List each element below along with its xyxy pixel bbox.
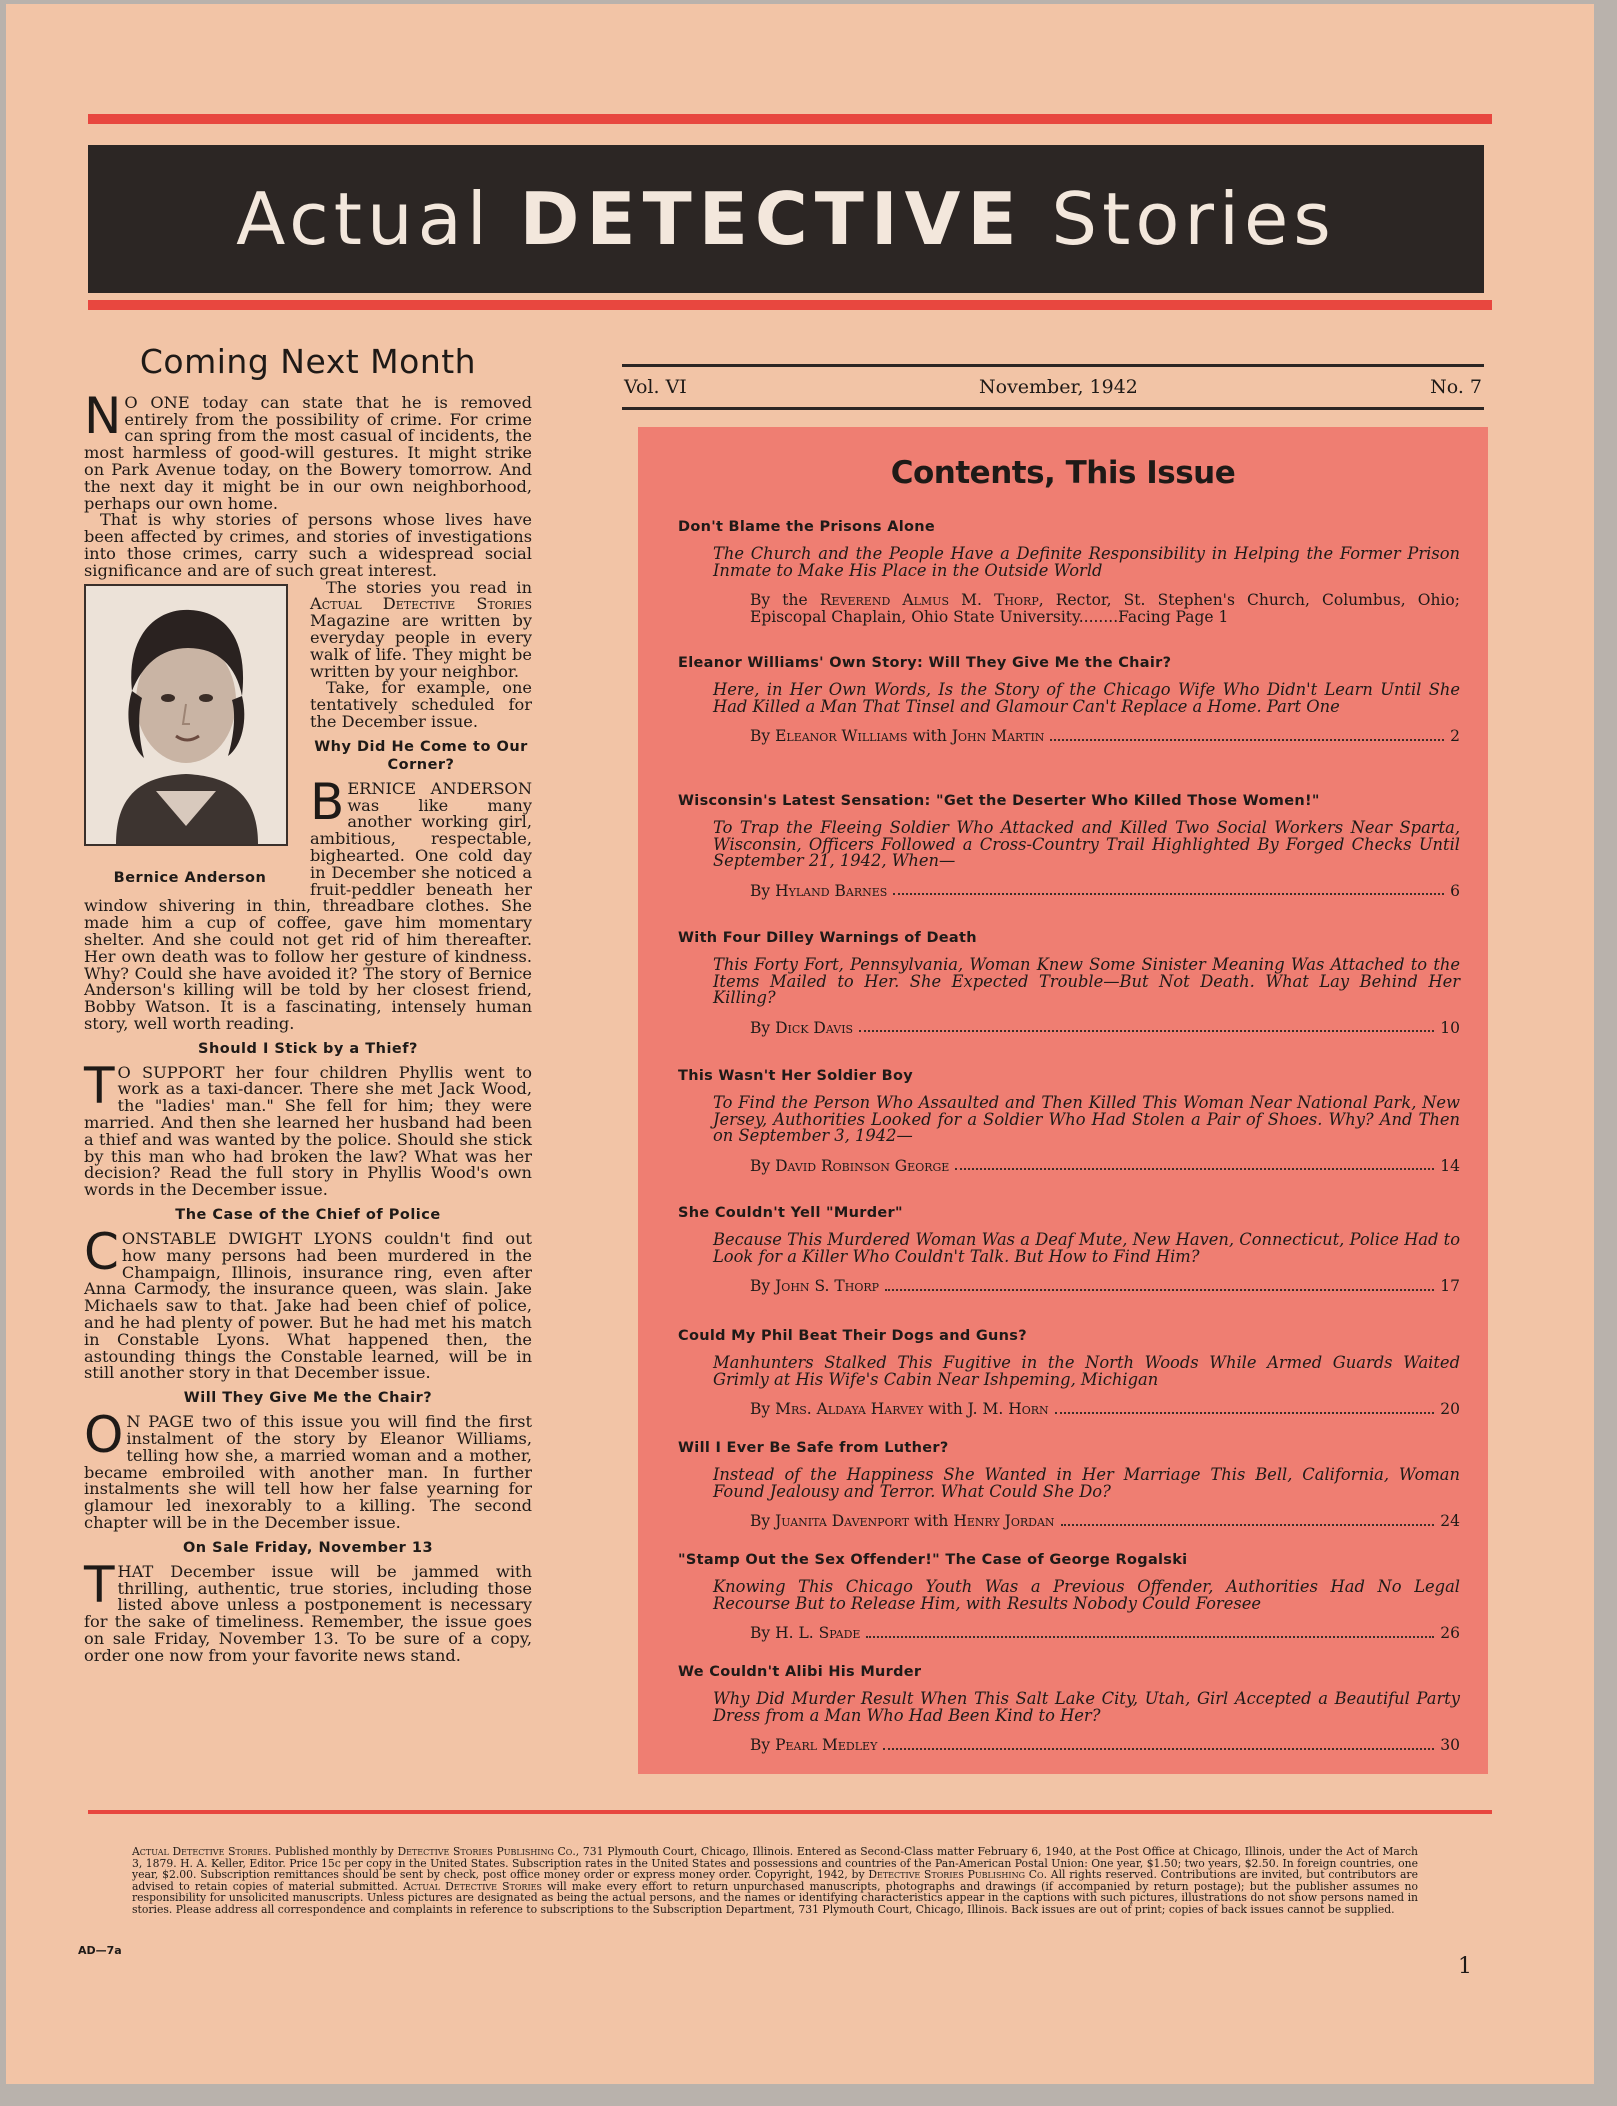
entry-page: 26 [1440, 1624, 1460, 1642]
entry-byline [750, 1625, 1460, 1642]
section-paragraph: CONSTABLE DWIGHT LYONS couldn't find out how many persons had been murdered in the Champaign, Illinois, insurance ring, even after Anna Carmody, the insurance queen, was slain. Jake Michaels saw to that. Jake had been chief of police, and he had plenty of power. But he had met his match in Constable Lyons. What happened then, the astounding things the Constable learned, will be in still another story in that December issue. [84, 1223, 532, 1383]
entry-heading: Could My Phil Beat Their Dogs and Guns? [678, 1328, 1027, 1344]
section-paragraph: BERNICE ANDERSON was like many another working girl, ambitious, respectable, bighearted. One cold day in December she noticed a fruit-peddler beneath her window shivering in thin, threadbare clothes. She made him a cup of coffee, gave him momentary shelter. And she could not get rid of him thereafter. Her own death was to follow her gesture of kindness. Why? Could she have avoided it? The story of Bernice Anderson's killing will be told by her closest friend, Bobby Watson. It is a fascinating, intensely human story, well worth reading. [84, 772, 532, 1033]
entry-author: By David Robinson George [750, 1156, 950, 1175]
leader-dots [893, 893, 1444, 895]
entry-byline [750, 1020, 1460, 1037]
entry-author: By Pearl Medley [750, 1736, 878, 1754]
section-heading: Should I Stick by a Thief? [198, 1040, 418, 1057]
entry-description: This Forty Fort, Pennsylvania, Woman Knew Some Sinister Meaning Was Attached to the Items Mailed to Her. She Expected Trouble—But Not Death. What Lay Behind Her Killing? [713, 955, 1460, 1007]
issue-number: No. 7 [1430, 376, 1482, 398]
contents-entry [678, 1551, 1460, 1663]
contents-entry [678, 654, 1460, 792]
entry-page: 30 [1440, 1736, 1460, 1754]
issue-date: November, 1942 [979, 376, 1138, 398]
intro-paragraph-3: The stories you read in Actual Detective Stories Magazine are written by everyday people in every walk of life. They might be written by your neighbor. [310, 577, 532, 681]
section-paragraph: T O SUPPORT her four children Phyllis went to work as a taxi-dancer. There she met Jack Wood, the "ladies' man." She fell for him; they were married. And then she learned her husband had been a thief and was wanted by the police. Should she stick by this man who had broken the law? What was her decision? Read the full story in Phyllis Wood's own words in the December issue. [84, 1056, 532, 1200]
contents-box [638, 427, 1488, 1774]
entry-heading: This Wasn't Her Soldier Boy [678, 1068, 913, 1084]
section-heading: On Sale Friday, November 13 [182, 1539, 434, 1556]
entry-page: 2 [1450, 727, 1460, 745]
intro-paragraph: N O ONE today can state that he is removed entirely from the possibility of crime. For crime can spring from the most casual of incidents, the most harmless of good-will gestures. It might strike on Park Avenue today, on the Bowery tomorrow. And the next day it might be in our own neighborhood, perhaps our own home. [84, 386, 532, 513]
entry-heading: With Four Dilley Warnings of Death [678, 930, 977, 946]
photo-box [84, 584, 296, 887]
publication-notice: Actual Detective Stories. Published monthly by Detective Stories Publishing Co., 731 Plymouth Court, Chicago, Illinois. Entered as Second-Class matter February 6, 1940, at the Post Office at Chicago, Illinois, under the Act of March 3, 1879. H. A. Keller, Editor. Price 15c per copy in the United States. Subscription rates in the United States and possessions and countries of the Pan-American Postal Union: One year, $1.50; two years, $2.50. In foreign countries, one year, $2.00. Subscription remittances should be sent by check, post office money order or express money order. Copyright, 1942, by Detective Stories Publishing Co. All rights reserved. Contributions are invited, but contributors are advised to retain copies of material submitted. Actual Detective Stories will make every effort to return unpurchased manuscripts, photographs and drawings (if accompanied by return postage); but the publisher assumes no responsibility for unsolicited manuscripts. Unless pictures are designated as being the actual persons, and the names or identifying characteristics appear in the captions with such pictures, illustrations do not show persons named in stories. Please address all correspondence and complaints in reference to subscriptions to the Subscription Department, 731 Plymouth Court, Chicago, Illinois. Back issues are out of print; copies of back issues cannot be supplied. [132, 1845, 1419, 1916]
page-number: 1 [1458, 1954, 1472, 1979]
leader-dots [1055, 1412, 1435, 1414]
entry-byline [750, 1158, 1460, 1175]
coming-next-month-column [84, 342, 532, 1665]
entry-heading: Don't Blame the Prisons Alone [678, 519, 936, 535]
section-heading: Will They Give Me the Chair? [183, 1390, 433, 1407]
leader-dots [883, 1748, 1434, 1750]
entry-byline [750, 883, 1460, 900]
entry-description: Manhunters Stalked This Fugitive in the North Woods While Armed Guards Waited Grimly at His Wife's Cabin Near Ishpeming, Michigan [713, 1353, 1460, 1389]
section-paragraph: O N PAGE two of this issue you will find the first instalment of the story by Eleanor Williams, telling how she, a married woman and a mother, became embroiled with another man. In further instalments she will tell how her false yearning for glamour led inexorably to a killing. The second chapter will be in the December issue. [84, 1406, 532, 1533]
entry-page: 14 [1440, 1156, 1460, 1175]
entry-heading: Will I Ever Be Safe from Luther? [678, 1440, 949, 1456]
entry-description: Because This Murdered Woman Was a Deaf Mute, New Haven, Connecticut, Police Had to Look for a Killer Who Couldn't Talk. But How to Find Him? [713, 1230, 1460, 1266]
masthead-bottom-rule [88, 300, 1492, 310]
entry-page: 6 [1450, 881, 1460, 900]
entry-byline [750, 728, 1460, 745]
entry-heading: Wisconsin's Latest Sensation: "Get the Deserter Who Killed Those Women!" [678, 793, 1320, 809]
contents-list [678, 518, 1460, 1775]
bottom-rule [88, 1810, 1492, 1814]
section-heading: The Case of the Chief of Police [175, 1207, 441, 1224]
leader-dots [1050, 739, 1444, 741]
entry-author: By Dick Davis [750, 1018, 854, 1037]
leader-dots [859, 1030, 1434, 1032]
magazine-page [6, 4, 1594, 2084]
coming-title: Coming Next Month [139, 342, 477, 381]
contents-title: Contents, This Issue [890, 455, 1236, 491]
entry-heading: We Couldn't Alibi His Murder [678, 1664, 922, 1680]
contents-entry [678, 1439, 1460, 1551]
entry-page: 24 [1440, 1512, 1460, 1530]
intro-paragraph-2: That is why stories of persons whose lives have been affected by crimes, and stories of investigations into those crimes, carry such a widespread social significance and are of such great interest. [84, 510, 532, 580]
entry-author: By Hyland Barnes [750, 881, 888, 900]
entry-page: 17 [1440, 1277, 1460, 1295]
issue-info-row [622, 364, 1484, 410]
contents-entry [678, 929, 1460, 1067]
contents-entry [678, 1663, 1460, 1775]
entry-byline [750, 1513, 1460, 1530]
contents-entry [678, 1067, 1460, 1204]
leader-dots [866, 1636, 1434, 1638]
entry-description: Why Did Murder Result When This Salt Lake City, Utah, Girl Accepted a Beautiful Party Dress from a Man Who Had Been Kind to Her? [713, 1689, 1460, 1725]
contents-entry [678, 1204, 1460, 1327]
portrait-illustration [86, 586, 286, 844]
entry-author: By Juanita Davenport with Henry Jordan [750, 1512, 1055, 1530]
entry-heading: "Stamp Out the Sex Offender!" The Case of George Rogalski [678, 1552, 1188, 1568]
intro-paragraph-4: Take, for example, one tentatively scheduled for the December issue. [310, 678, 532, 731]
leader-dots [955, 1168, 1434, 1170]
contents-entry [678, 1327, 1460, 1439]
contents-entry [678, 518, 1460, 654]
entry-page: 20 [1440, 1400, 1460, 1418]
entry-byline: By the Reverend Almus M. Thorp, Rector, St. Stephen's Church, Columbus, Ohio; Episcopal Chaplain, Ohio State University........Facing Page 1 [750, 591, 1460, 626]
volume: Vol. VI [624, 376, 687, 398]
entry-description: Knowing This Chicago Youth Was a Previous Offender, Authorities Had No Legal Recourse But to Release Him, with Results Nobody Could Foresee [713, 1577, 1460, 1613]
entry-heading: Eleanor Williams' Own Story: Will They Give Me the Chair? [678, 655, 1172, 671]
entry-heading: She Couldn't Yell "Murder" [678, 1205, 903, 1221]
entry-byline [750, 1278, 1460, 1295]
entry-author: By Eleanor Williams with John Martin [750, 727, 1045, 745]
entry-author: By John S. Thorp [750, 1277, 880, 1295]
entry-description: Instead of the Happiness She Wanted in Her Marriage This Bell, California, Woman Found Jealousy and Terror. What Could She Do? [713, 1465, 1460, 1501]
entry-description: To Trap the Fleeing Soldier Who Attacked and Killed Two Social Workers Near Sparta, Wisconsin, Officers Followed a Cross-Country Trail Highlighted By Forged Checks Until September 21, 1942, When— [713, 818, 1460, 870]
top-rule [88, 114, 1492, 124]
masthead-title: Actual DETECTIVE Stories [236, 177, 1336, 261]
entry-description: The Church and the People Have a Definite Responsibility in Helping the Former Prison Inmate to Make His Place in the Outside World [713, 544, 1460, 580]
section-heading: Why Did He Come to Our Corner? [314, 738, 528, 773]
contents-entry [678, 792, 1460, 929]
portrait-photo [84, 584, 288, 846]
entry-description: To Find the Person Who Assaulted and Then Killed This Woman Near National Park, New Jersey, Authorities Looked for a Soldier Who Had Stolen a Pair of Shoes. Why? And Then on September 3, 1942— [713, 1093, 1460, 1145]
entry-author: By Mrs. Aldaya Harvey with J. M. Horn [750, 1400, 1049, 1418]
leader-dots [885, 1289, 1434, 1291]
entry-description: Here, in Her Own Words, Is the Story of the Chicago Wife Who Didn't Learn Until She Had Killed a Man That Tinsel and Glamour Can't Replace a Home. Part One [713, 680, 1460, 716]
entry-page: 10 [1440, 1018, 1460, 1037]
section-paragraph: THAT December issue will be jammed with thrilling, authentic, true stories, including those listed above unless a postponement is necessary for the sake of timeliness. Remember, the issue goes on sale Friday, November 13. To be sure of a copy, order one now from your favorite news stand. [84, 1555, 532, 1665]
photo-caption: Bernice Anderson [113, 869, 267, 886]
issue-code: AD—7a [78, 1944, 122, 1957]
entry-author: By H. L. Spade [750, 1624, 861, 1642]
entry-byline [750, 1401, 1460, 1418]
leader-dots [1061, 1524, 1435, 1526]
masthead [88, 145, 1484, 293]
entry-byline [750, 1737, 1460, 1754]
